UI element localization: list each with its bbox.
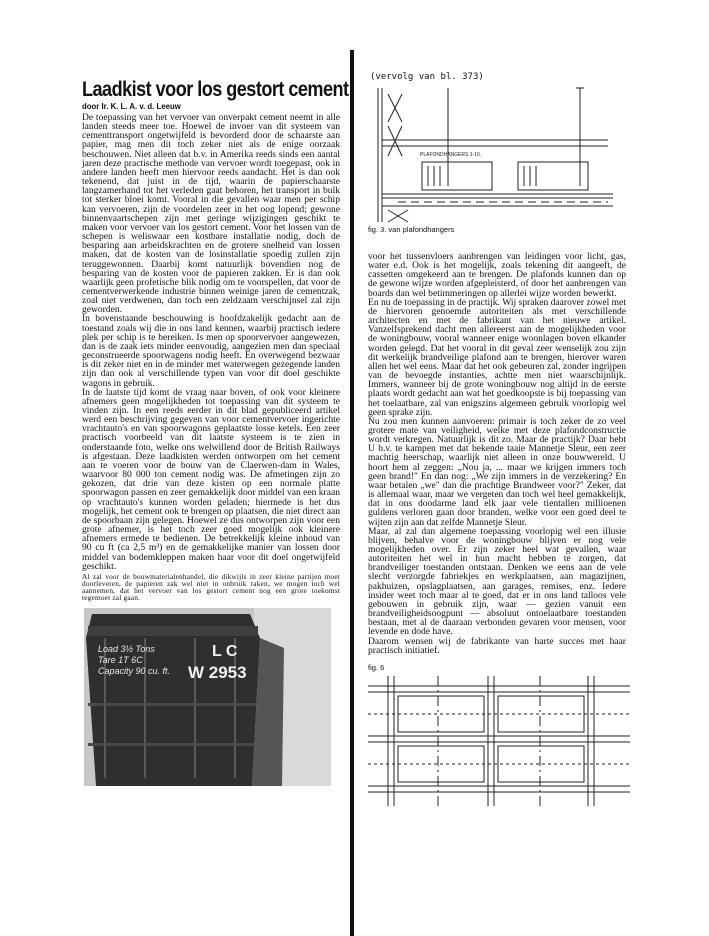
article-closing-note: Al zal voor de bouwmaterialenhandel, die dikwijls in zeer kleine partijen moet doorleveren, de papieren zak wel niet in onbruik raken, we mogen toch wel aannemen, dat het vervoer van los gestort cement nog een grote toekomst tegemoet zal gaan. (82, 571, 340, 603)
stencil-load: Load 3½ Tons (98, 643, 155, 654)
marking-number: W 2953 (188, 662, 247, 682)
column-divider (350, 50, 354, 936)
stencil-tare: Tare 1T 6C (98, 654, 143, 665)
cement-container-photo (84, 608, 331, 786)
fig3-drawing-label: PLAFONDHANGERS 1-10. (420, 152, 482, 158)
marking-lc: L C (212, 642, 238, 660)
fig6-caption: fig. 6 (368, 662, 385, 672)
right-paragraph-2: En nu de toepassing in de practijk. Wij spraken daarover zowel met de hiervoren genoemde autoriteiten als met verschillende architecten en met de fabrikant van het nieuwe artikel. Vanzelfsprekend dacht men allereerst aan de mogelijkheden voor de woningbouw, vooral wanneer enige woonlagen boven elkander worden gelegd. Dat het vooral in dit geval zeer wenselijk zou zijn dit werkelijk brandveilige plafond aan te brengen, hierover waren allen het wel eens. Maar dat het ook gebeuren zal, zonder ingrijpen van de bevoegde instanties, achtte men niet waarschijnlijk. Immers, wanneer bij de grote woningbouw nog altijd in de eerste plaats wordt gedacht aan wat het goedkoopste is bij toepassing van het toelaatbare, zal van enigszins algemeen gebruik voorlopig wel geen sprake zijn. (368, 296, 626, 418)
right-paragraph-4: Maar, al zal dan algemene toepassing voorlopig wel een illusie blijven, behalve voor de woningbouw blijven er nog vele mogelijkheden over. Er zijn zeker heel wat gevallen, waar autoriteiten het wel in hun macht hebben te zorgen, dat brandveiliger toestanden ontstaan. Denken we eens aan de vele slecht verzorgde fabriekjes en werkplaatsen, aan magazijnen, pakhuizen, opslagplaatsen, aan garages, remises, enz. Iedere insider weet toch maar al te goed, dat er in ons land talloos vele gebouwen in gebruik zijn, waar — gezien vanuit een brandveiligheidsoogpunt — absoluut ontoelaatbare toestanden bestaan, met al de daaraan verbonden gevaren voor mensen, voor levende en dode have. (368, 525, 626, 638)
continuation-note: (vervolg van bl. 373) (370, 72, 484, 82)
article-paragraph-2: In bovenstaande beschouwing is hoofdzakelijk gedacht aan de toestand zoals wij die in ons land kennen, waarbij practisch iedere plek per schip is te bereiken. Is men op spoorvervoer aangewezen, dan is de zaak iets minder eenvoudig, aangezien men dan speciaal geconstrueerde spoorwagens nodig heeft. En overwegend bezwaar is dit zeker niet en in de minder met waterwegen gezegende landen zijn dan ook al verschillende typen van voor dit doel geschikte wagons in gebruik. (82, 313, 340, 389)
article-title: Laadkist voor los gestort cement (82, 78, 349, 101)
article-paragraph-1: De toepassing van het vervoer van onverpakt cement neemt in alle landen steeds meer toe. Hoewel de invoer van dit systeem van cementtransport ongetwijfeld is bevorderd door de schaarste aan papier, mag men dit toch zeker niet als de enige oorzaak beschouwen. Niet alleen dat b.v. in Amerika reeds sinds een aantal jaren deze practische methode van vervoer wordt toegepast, ook in andere landen heeft men hiervoor reeds aandacht. Het is dan ook tekenend, dat juist in de tijd, waarin de papierschaarste langzamerhand tot het verleden gaat behoren, het transport in bulk tot sterker bloei komt. Vooral in die gevallen waar men per schip kan vervoeren, zijn de voordelen zeer in het oog lopend; gewone binnenvaartschepen zijn met geringe wijzigingen geschikt te maken voor vervoer van los gestort cement. Voor het lossen van de schepen is weliswaar een kostbare installatie nodig, doch de besparing aan arbeidskrachten en de grotere snelheid van lossen maken, dat de kosten van de losinstallatie spoedig zullen zijn teruggewonnen. Daarbij komt natuurlijk bovendien nog de besparing van de kosten voor de papieren zakken. Er is dan ook waarlijk geen profetische blik nodig om te voorspellen, dat voor de cementverwerkende industrie binnen weinige jaren de cementzak, zoal niet verdwenen, dan toch een zeldzaam verschijnsel zal zijn geworden. (82, 112, 340, 316)
right-paragraph-3: Nu zou men kunnen aanvoeren: primair is toch zeker de zo veel grotere mate van veiligheid, welke met deze plafondconstructie wordt verkregen. Natuurlijk is dit zo. Maar de practijk? Daar hebt U b.v. te kampen met dat bekende taaie Mannetje Sleur, een zeer machtig heerschap, waarlijk niet alleen in onze bouwwereld. U hoort hem al zeggen: „Nou ja, ... maar we krijgen immers toch geen brand!" En dan nog: „We zijn immers in de verzekering? En waar betalen „we" dan die prachtige Brandweer voor?" Zeker, dat is allemaal waar, maar we vergeten dan toch wel heel gemakkelijk, dat in ons doodarme land elk jaar vele tientallen millioenen guldens verloren gaan door branden, welke voor een goed deel te wijten zijn aan dat zelfde Mannetje Sleur. (368, 415, 626, 528)
right-column (368, 72, 626, 806)
article-paragraph-3: In de laatste tijd komt de vraag naar boven, of ook voor kleinere afnemers geen mogelijkheden tot toepassing van dit systeem te vinden zijn. In een reeds eerder in dit blad gepubliceerd artikel werd een beschrijving gegeven van voor cementvervoer ingerichte vrachtauto's en van spoorwagons geplaatste losse ketels. Een zeer practisch voorbeeld van dit laatste systeem is te zien in onderstaande foto, welke ons welwillend door de British Railways is afgestaan. Deze laadkisten werden ontworpen om het cement aan te voeren voor de bouw van de Claerwen-dam in Wales, waarvoor 80 000 ton cement nodig was. De afmetingen zijn zo gekozen, dat drie van deze kisten op een normale platte spoorwagon passen en zeer gemakkelijk door middel van een kraan op vrachtauto's kunnen worden geladen; hiermede is het dus mogelijk, het cement ook te brengen op plaatsen, die niet direct aan de spoorbaan zijn gelegen. Hoewel ze dus ontworpen zijn voor een grote afnemer, is het toch zeer goed mogelijk ook kleinere afnemers ermede te bedienen. De betrekkelijk kleine inhoud van 90 cu ft (ca 2,5 m³) en de gemakkelijke manier van lossen door middel van bodemkleppen maken haar voor dit doel ongetwijfeld geschikt. (82, 386, 340, 572)
fig6-cassette-grid-drawing (368, 676, 630, 806)
right-paragraph-1: voor het tussenvloers aanbrengen van leidingen voor licht, gas, water e.d. Ook is het mogelijk, zoals tekening dit aangeeft, de cassetten omgekeerd aan te brengen. De plafonds kunnen dan op de gewone wijze worden afgepleisterd, of door het aanbrengen van boards dan wel betimmeringen op allerlei wijze worden bewerkt. (368, 251, 626, 299)
article-byline: door Ir. K. L. A. v. d. Leeuw (82, 102, 181, 111)
fig3-plafondhangers-drawing (368, 86, 626, 224)
left-column (82, 78, 349, 786)
stencil-capacity: Capacity 90 cu. ft. (98, 665, 171, 676)
right-paragraph-5: Daarom wensen wij de fabrikante van harte succes met haar practisch initiatief. (368, 635, 626, 656)
fig3-caption: fig. 3. van plafondhangers (368, 225, 455, 234)
